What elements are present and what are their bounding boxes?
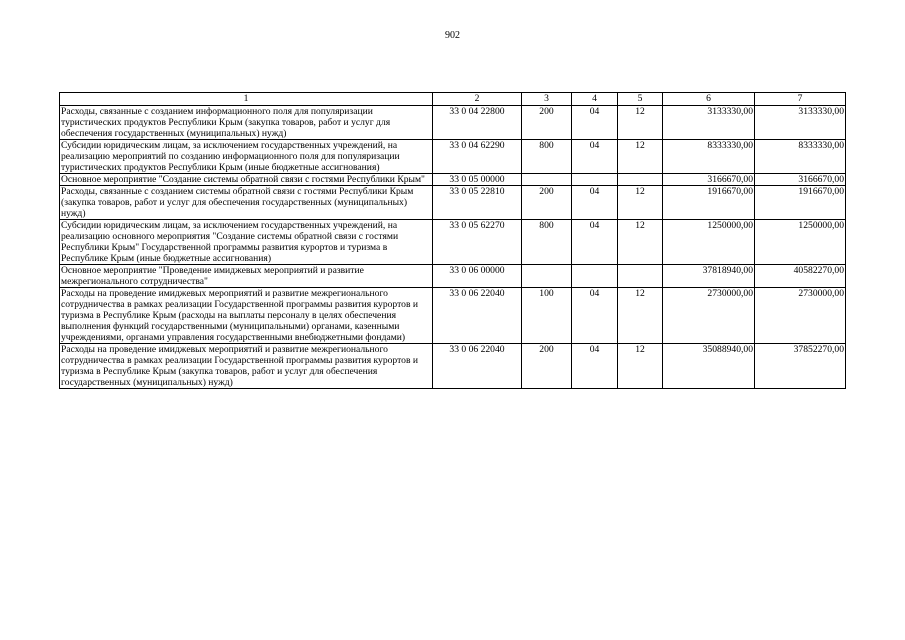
row-vr: 200 — [522, 186, 572, 220]
row-pr: 12 — [618, 140, 663, 174]
row-sum-6: 1916670,00 — [663, 186, 755, 220]
row-sum-7: 8333330,00 — [755, 140, 846, 174]
row-sum-7: 1916670,00 — [755, 186, 846, 220]
row-name: Основное мероприятие "Проведение имиджевых мероприятий и развитие межрегионального сотрудничества" — [60, 265, 433, 288]
row-rz — [572, 265, 618, 288]
row-rz: 04 — [572, 140, 618, 174]
row-sum-6: 3133330,00 — [663, 106, 755, 140]
row-rz: 04 — [572, 288, 618, 344]
row-vr: 200 — [522, 344, 572, 389]
row-vr: 100 — [522, 288, 572, 344]
row-name: Расходы на проведение имиджевых мероприятий и развитие межрегионального сотрудничества в рамках реализации Государственной программы развития курортов и туризма в Республике Крым (расходы на выплаты персоналу в целях обеспечения выполнения функций государственными (муниципальными) органами, казенными учреждениями, органами управления государственными внебюджетными фондами) — [60, 288, 433, 344]
header-col-6: 6 — [663, 93, 755, 106]
header-col-1: 1 — [60, 93, 433, 106]
row-rz — [572, 174, 618, 186]
row-name: Расходы, связанные с созданием информационного поля для популяризации туристических продуктов Республики Крым (закупка товаров, работ и услуг для обеспечения государственных (муниципальных) нужд) — [60, 106, 433, 140]
row-sum-7: 3133330,00 — [755, 106, 846, 140]
row-pr — [618, 265, 663, 288]
table-row — [60, 288, 846, 344]
row-code: 33 0 06 22040 — [433, 344, 522, 389]
row-code: 33 0 06 22040 — [433, 288, 522, 344]
row-rz: 04 — [572, 106, 618, 140]
page-number: 902 — [445, 30, 460, 41]
row-name: Субсидии юридическим лицам, за исключением государственных учреждений, на реализацию мероприятий по созданию информационного поля для популяризации туристических продуктов Республики Крым (иные бюджетные ассигнования) — [60, 140, 433, 174]
table-row — [60, 344, 846, 389]
row-pr: 12 — [618, 220, 663, 265]
row-code: 33 0 06 00000 — [433, 265, 522, 288]
row-vr — [522, 174, 572, 186]
row-code: 33 0 05 00000 — [433, 174, 522, 186]
row-pr: 12 — [618, 344, 663, 389]
table-row — [60, 106, 846, 140]
row-code: 33 0 04 62290 — [433, 140, 522, 174]
row-sum-7: 40582270,00 — [755, 265, 846, 288]
row-vr — [522, 265, 572, 288]
header-col-7: 7 — [755, 93, 846, 106]
row-vr: 800 — [522, 140, 572, 174]
row-sum-7: 1250000,00 — [755, 220, 846, 265]
row-name: Основное мероприятие "Создание системы обратной связи с гостями Республики Крым" — [60, 174, 433, 186]
row-sum-6: 35088940,00 — [663, 344, 755, 389]
row-sum-6: 1250000,00 — [663, 220, 755, 265]
row-sum-7: 37852270,00 — [755, 344, 846, 389]
row-rz: 04 — [572, 186, 618, 220]
row-name: Субсидии юридическим лицам, за исключением государственных учреждений, на реализацию основного мероприятия "Создание системы обратной связи с гостями Республики Крым" Государственной программы развития курортов и туризма в Республике Крым (иные бюджетные ассигнования) — [60, 220, 433, 265]
table-row — [60, 140, 846, 174]
row-code: 33 0 04 22800 — [433, 106, 522, 140]
row-code: 33 0 05 62270 — [433, 220, 522, 265]
row-sum-6: 2730000,00 — [663, 288, 755, 344]
table-row — [60, 220, 846, 265]
row-sum-7: 3166670,00 — [755, 174, 846, 186]
row-name: Расходы на проведение имиджевых мероприятий и развитие межрегионального сотрудничества в рамках реализации Государственной программы развития курортов и туризма в Республике Крым (закупка товаров, работ и услуг для обеспечения государственных (муниципальных) нужд) — [60, 344, 433, 389]
table-row — [60, 265, 846, 288]
row-sum-6: 37818940,00 — [663, 265, 755, 288]
row-pr: 12 — [618, 288, 663, 344]
row-pr: 12 — [618, 106, 663, 140]
row-rz: 04 — [572, 220, 618, 265]
row-code: 33 0 05 22810 — [433, 186, 522, 220]
header-col-3: 3 — [522, 93, 572, 106]
row-sum-7: 2730000,00 — [755, 288, 846, 344]
row-vr: 200 — [522, 106, 572, 140]
header-col-5: 5 — [618, 93, 663, 106]
header-col-4: 4 — [572, 93, 618, 106]
row-rz: 04 — [572, 344, 618, 389]
row-sum-6: 3166670,00 — [663, 174, 755, 186]
row-vr: 800 — [522, 220, 572, 265]
row-sum-6: 8333330,00 — [663, 140, 755, 174]
table-row — [60, 174, 846, 186]
row-pr — [618, 174, 663, 186]
budget-table — [59, 92, 846, 389]
header-row — [60, 93, 846, 106]
table-row — [60, 186, 846, 220]
header-col-2: 2 — [433, 93, 522, 106]
row-name: Расходы, связанные с созданием системы обратной связи с гостями Республики Крым (закупка товаров, работ и услуг для обеспечения государственных (муниципальных) нужд) — [60, 186, 433, 220]
row-pr: 12 — [618, 186, 663, 220]
